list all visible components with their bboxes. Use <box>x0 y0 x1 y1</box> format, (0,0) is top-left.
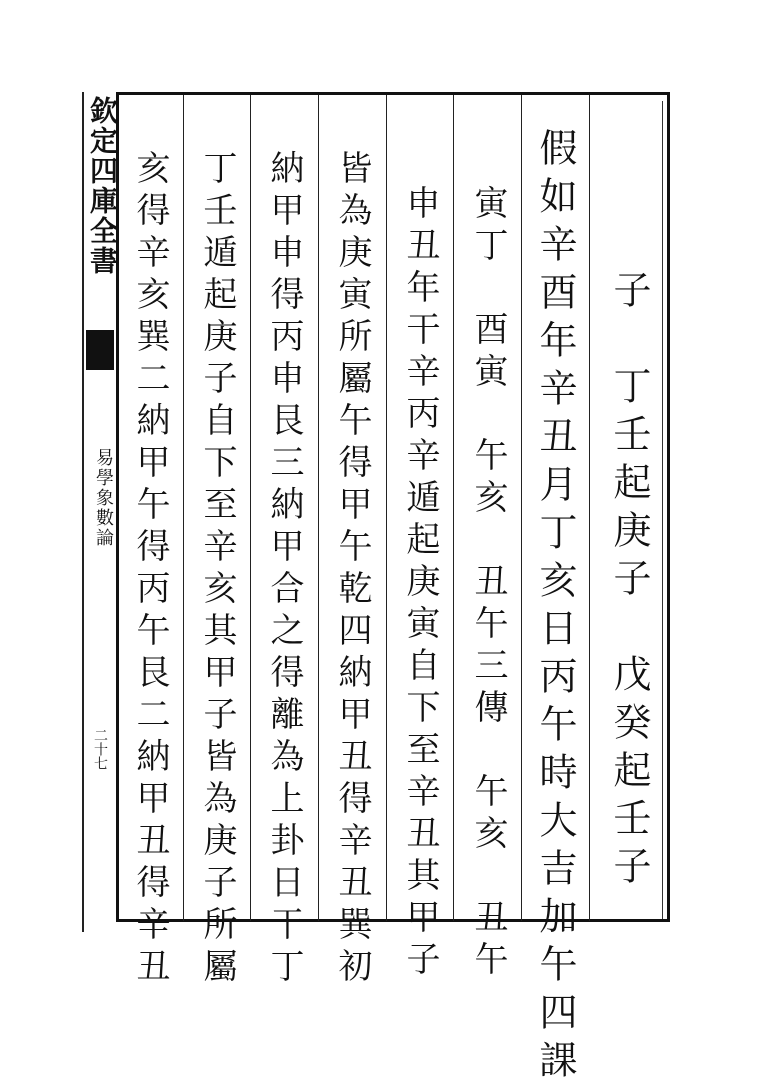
column-text: 納甲申得丙申艮三納甲合之得離為上卦日干丁 <box>264 150 304 990</box>
column-divider <box>386 95 387 921</box>
column-divider <box>183 95 184 921</box>
margin-title: 欽定四庫全書 <box>86 96 119 276</box>
text-column-3 <box>456 185 520 983</box>
column-divider <box>318 95 319 921</box>
margin-block <box>86 330 114 370</box>
column-divider <box>521 95 522 921</box>
column-text: 丁壬遁起庚子自下至辛亥其甲子皆為庚子所屬 <box>197 150 237 990</box>
text-column-5 <box>320 150 384 990</box>
text-column-1 <box>597 270 661 1060</box>
column-text: 亥得辛亥巽二納甲午得丙午艮二納甲丑得辛丑 <box>130 150 170 990</box>
column-divider <box>589 95 590 921</box>
text-column-6 <box>252 150 316 990</box>
margin-page-number: 二十七 <box>92 728 108 770</box>
text-column-7 <box>185 150 249 990</box>
column-text: 申丑年干辛丙辛遁起庚寅自下至辛丑其甲子 <box>400 185 440 983</box>
margin-section: 易學象數論 <box>93 448 114 548</box>
text-column-8 <box>118 150 182 990</box>
column-text: 寅丁 酉寅 午亥 丑午三傳 午亥 丑午 <box>468 185 508 983</box>
text-column-4 <box>388 185 452 983</box>
text-column-2 <box>523 128 587 1088</box>
column-text: 假如辛酉年辛丑月丁亥日丙午時大吉加午四課 <box>533 128 577 1088</box>
column-divider <box>453 95 454 921</box>
column-divider <box>250 95 251 921</box>
column-text: 皆為庚寅所屬午得甲午乾四納甲丑得辛丑巽初 <box>332 150 372 990</box>
column-text: 子 丁壬起庚子 戊癸起壬子 <box>607 270 651 894</box>
